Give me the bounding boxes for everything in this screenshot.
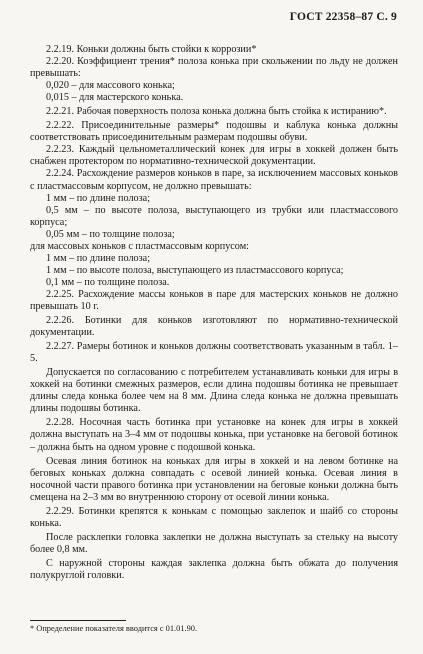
paragraph-2-2-27: 2.2.27. Рамеры ботинок и коньков должны соответствовать указанным в табл. 1–5. [30, 341, 398, 365]
footnote-divider [30, 620, 126, 621]
paragraph-2-2-19: 2.2.19. Коньки должны быть стойки к коррозии* [46, 44, 257, 55]
list-item: 0,05 мм – по толщине полоза; [46, 228, 175, 240]
paragraph-2-2-23: 2.2.23. Каждый цельнометаллический конек для игры в хоккей должен быть снабжен протектором по нормативно-технической документации. [30, 144, 398, 168]
paragraph-fitting-note: Допускается по согласованию с потребителем устанавливать коньки для игры в хоккей на ботинки смежных размеров, если длина подошвы ботинка не превышает длины следа конька более чем на 8 мм. Длина следа конька не должна превышать длины подошвы ботинка. [30, 367, 398, 415]
paragraph-2-2-25: 2.2.25. Расхождение массы коньков в паре для мастерских коньков не должно превышать 10 г. [30, 288, 398, 312]
list-item: 0,020 – для массового конька; [46, 80, 175, 92]
list-subheading: для массовых коньков с пластмассовым корпусом: [30, 240, 249, 252]
page-header: ГОСТ 22358–87 С. 9 [289, 11, 397, 23]
paragraph-rivet-height: После расклепки головка заклепки не должна выступать за стельку на высоту более 0,8 мм. [30, 531, 398, 555]
list-item: 0,5 мм – по высоте полоза, выступающего из трубки или пластмассового корпуса; [30, 204, 398, 228]
list-item: 1 мм – по длине полоза; [46, 192, 151, 204]
paragraph-2-2-22: 2.2.22. Присоединительные размеры* подошвы и каблука конька должны соответствовать присоединительным размерам подошвы обуви. [30, 120, 398, 144]
document-body [30, 44, 398, 582]
list-item: 1 мм – по высоте полоза, выступающего из пластмассового корпуса; [46, 264, 344, 276]
paragraph-axis-line: Осевая линия ботинок на коньках для игры в хоккей и на левом ботинке на беговых коньках должна совпадать с осевой линией конька. Осевая линия в носочной части правого ботинка при установлении на беговые коньки должна быть смещена на 2–3 мм во внутреннюю сторону от осевой линии конька. [30, 455, 398, 503]
list-item: 1 мм – по длине полоза; [46, 252, 151, 264]
paragraph-rivet-head: С наружной стороны каждая заклепка должна быть обжата до получения полукруглой головки. [30, 557, 398, 581]
footnote: * Определение показателя вводится с 01.01.90. [30, 624, 198, 633]
list-item: 0,1 мм – по толщине полоза. [46, 276, 170, 288]
list-item: 0,015 – для мастерского конька. [46, 92, 184, 104]
paragraph-2-2-26: 2.2.26. Ботинки для коньков изготовляют по нормативно-технической документации. [30, 315, 398, 339]
paragraph-2-2-28: 2.2.28. Носочная часть ботинка при установке на конек для игры в хоккей должна выступать на 3–4 мм от подошвы конька, при установке на беговой ботинок – должна быть на одном уровне с подошвой конька. [30, 417, 398, 453]
paragraph-2-2-29: 2.2.29. Ботинки крепятся к конькам с помощью заклепок и шайб со стороны конька. [30, 505, 398, 529]
paragraph-2-2-21: 2.2.21. Рабочая поверхность полоза конька должна быть стойка к истиранию*. [46, 106, 387, 118]
paragraph-2-2-20: 2.2.20. Коэффициент трения* полоза конька при скольжении по льду не должен превышать: [30, 56, 398, 80]
paragraph-2-2-24: 2.2.24. Расхождение размеров коньков в паре, за исключением массовых коньков с пластмассовым корпусом, не должно превышать: [30, 168, 398, 192]
